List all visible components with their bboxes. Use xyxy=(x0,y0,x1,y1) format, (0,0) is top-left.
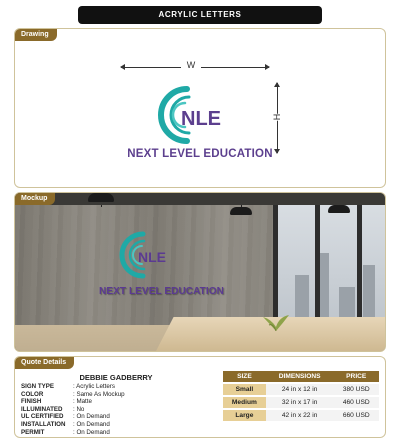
spec-label: FINISH xyxy=(21,398,42,406)
dimensions-cell: 42 in x 22 in xyxy=(266,410,334,421)
quote-label: Quote Details xyxy=(15,357,74,369)
ceiling xyxy=(15,193,386,205)
spec-label: SIGN TYPE xyxy=(21,383,55,390)
dimensions-cell: 24 in x 12 in xyxy=(266,384,334,395)
mockup-logo-icon xyxy=(119,231,179,279)
size-cell: Small xyxy=(223,384,266,395)
spec-value: : On Demand xyxy=(73,420,110,428)
table-row xyxy=(223,410,379,421)
size-cell: Medium xyxy=(223,397,266,408)
table-row xyxy=(223,397,379,408)
drawing-company-name: NEXT LEVEL EDUCATION xyxy=(127,148,273,160)
spec-value: : Matte xyxy=(73,398,92,406)
spec-value: : Acrylic Letters xyxy=(73,383,115,390)
width-dimension-label: W xyxy=(181,60,201,70)
mockup-company-name: NEXT LEVEL EDUCATION xyxy=(99,286,224,297)
plant-icon xyxy=(261,313,291,331)
client-name: DEBBIE GADBERRY xyxy=(79,373,153,382)
spec-label: PERMIT xyxy=(21,428,45,436)
price-table-header xyxy=(223,371,379,382)
pendant-lamp-icon xyxy=(88,193,114,202)
price-cell: 460 USD xyxy=(333,397,379,408)
mockup-panel xyxy=(14,192,386,352)
nle-logo-icon xyxy=(157,85,239,145)
spec-label: ILLUMINATED xyxy=(21,405,63,413)
drawing-label: Drawing xyxy=(15,29,57,41)
price-cell: 660 USD xyxy=(333,410,379,421)
spec-value: : On Demand xyxy=(73,428,110,436)
mockup-logo-letters: NLE xyxy=(138,249,166,265)
page-title: ACRYLIC LETTERS xyxy=(78,6,322,24)
height-dimension-label: H xyxy=(271,113,282,121)
drawing-panel xyxy=(14,28,386,188)
pendant-lamp-icon xyxy=(230,207,252,215)
spec-row xyxy=(21,406,125,414)
spec-label: COLOR xyxy=(21,390,44,398)
spec-value: : No xyxy=(73,405,85,413)
spec-row xyxy=(21,391,125,399)
spec-label: UL CERTIFIED xyxy=(21,413,64,421)
spec-label: INSTALLATION xyxy=(21,420,66,428)
spec-value: : On Demand xyxy=(73,413,110,421)
table-row xyxy=(223,384,379,395)
pendant-lamp-icon xyxy=(328,205,350,213)
size-cell: Large xyxy=(223,410,266,421)
spec-row xyxy=(21,398,125,406)
spec-row xyxy=(21,429,125,437)
spec-row xyxy=(21,413,125,421)
column-header-price: PRICE xyxy=(333,371,379,382)
drawing-logo-letters: NLE xyxy=(181,108,221,130)
column-header-dimensions: DIMENSIONS xyxy=(266,371,334,382)
price-cell: 380 USD xyxy=(333,384,379,395)
spec-list xyxy=(21,383,125,436)
column-header-size: SIZE xyxy=(223,371,266,382)
spec-row xyxy=(21,421,125,429)
dimensions-cell: 32 in x 17 in xyxy=(266,397,334,408)
quote-panel xyxy=(14,356,386,438)
spec-row xyxy=(21,383,125,391)
spec-value: : Same As Mockup xyxy=(73,390,125,398)
mockup-label: Mockup xyxy=(15,193,55,205)
price-table xyxy=(223,369,379,423)
